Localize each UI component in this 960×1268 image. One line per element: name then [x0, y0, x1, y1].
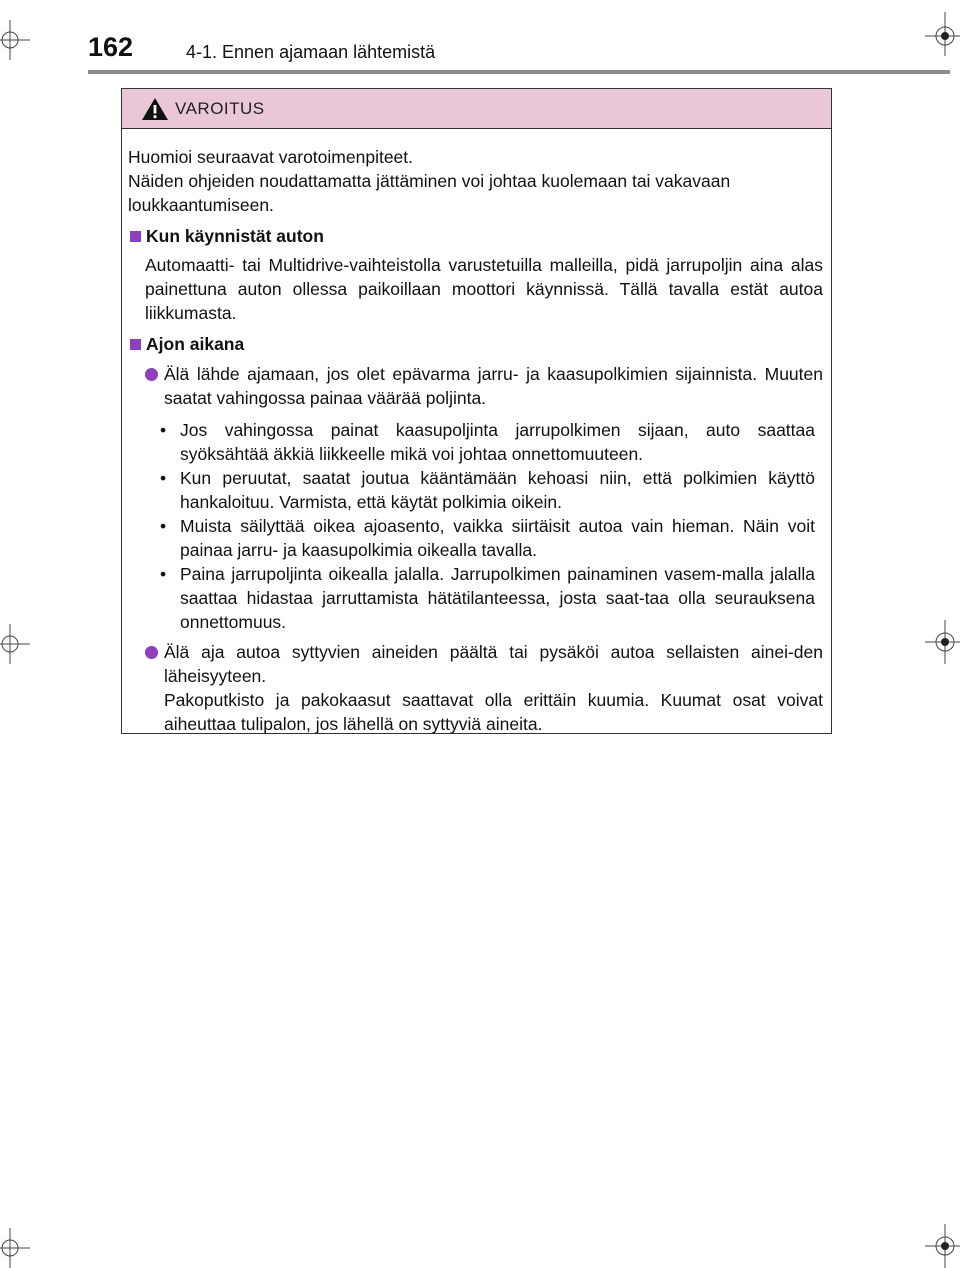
- dot-marker-icon: •: [160, 468, 167, 488]
- sub-list-item: [128, 418, 823, 466]
- sub-list-text: Muista säilyttää oikea ajoasento, vaikka siirtäisit autoa vain hieman. Näin voit painaa jarru- ja kaasupolkimia oikealla tavalla.: [180, 516, 815, 560]
- header-rule: [88, 70, 950, 74]
- subheading-starting: [128, 224, 823, 248]
- sub-list-text: Jos vahingossa painat kaasupoljinta jarrupolkimen sijaan, auto saattaa syöksähtää äkkiä liikkeelle mikä voi johtaa onnettomuuteen.: [180, 420, 815, 464]
- intro-line: Näiden ohjeiden noudattamatta jättäminen voi johtaa kuolemaan tai vakavaan loukkaantumiseen.: [128, 171, 731, 215]
- circle-bullet-icon: [145, 368, 158, 381]
- page-header: [88, 30, 948, 70]
- crop-mark-bottom-right: [920, 1224, 960, 1268]
- bullet-item: [128, 362, 823, 410]
- sub-list-item: [128, 514, 823, 562]
- warning-intro: [128, 145, 823, 217]
- sub-list-text: Paina jarrupoljinta oikealla jalalla. Jarrupolkimen painaminen vasem-malla jalalla saattaa hidastaa jarruttamista hätätilanteessa, josta saat-taa olla seurauksena onnettomuus.: [180, 564, 815, 632]
- bullet-item: [128, 640, 823, 736]
- crop-mark-mid-right: [920, 620, 960, 664]
- sub-list: [128, 418, 823, 634]
- sub-list-text: Kun peruutat, saatat joutua kääntämään kehoasi niin, että polkimien käyttö hankaloituu. Varmista, että käytät polkimia oikein.: [180, 468, 815, 512]
- dot-marker-icon: •: [160, 420, 167, 440]
- warning-box: [121, 88, 832, 734]
- dot-marker-icon: •: [160, 516, 167, 536]
- intro-line: Huomioi seuraavat varotoimenpiteet.: [128, 147, 414, 167]
- section-text: Automaatti- tai Multidrive-vaihteistolla varustetuilla malleilla, pidä jarrupoljin aina alas painettuna auton ollessa paikoillaan moottori käynnissä. Tällä tavalla estät autoa liikkumasta.: [145, 255, 823, 323]
- sub-list-item: [128, 466, 823, 514]
- page-number: 162: [88, 32, 134, 62]
- subheading-label: Kun käynnistät auton: [146, 226, 324, 246]
- square-bullet-icon: [130, 231, 141, 242]
- bullet-text: Älä aja autoa syttyvien aineiden päältä tai pysäköi autoa sellaisten ainei-den läheisyyteen.: [164, 642, 823, 686]
- section-title: 4-1. Ennen ajamaan lähtemistä: [186, 42, 436, 62]
- warning-header: [122, 89, 831, 129]
- subheading-driving: [128, 332, 823, 356]
- dot-marker-icon: •: [160, 564, 167, 584]
- square-bullet-icon: [130, 339, 141, 350]
- sub-list-item: [128, 562, 823, 634]
- bullet-text: Pakoputkisto ja pakokaasut saattavat olla erittäin kuumia. Kuumat osat voivat aiheuttaa tulipalon, jos lähellä on syttyviä aineita.: [164, 690, 823, 734]
- bullet-text: Älä lähde ajamaan, jos olet epävarma jarru- ja kaasupolkimien sijainnista. Muuten saatat vahingossa painaa väärää poljinta.: [164, 364, 823, 408]
- circle-bullet-icon: [145, 646, 158, 659]
- crop-mark-mid-left: [0, 624, 30, 664]
- warning-triangle-icon: [141, 97, 169, 126]
- crop-mark-top-left: [0, 20, 40, 60]
- warning-body: [122, 129, 831, 736]
- crop-mark-bottom-left: [0, 1228, 30, 1268]
- warning-title: VAROITUS: [175, 99, 265, 118]
- subheading-label: Ajon aikana: [146, 334, 245, 354]
